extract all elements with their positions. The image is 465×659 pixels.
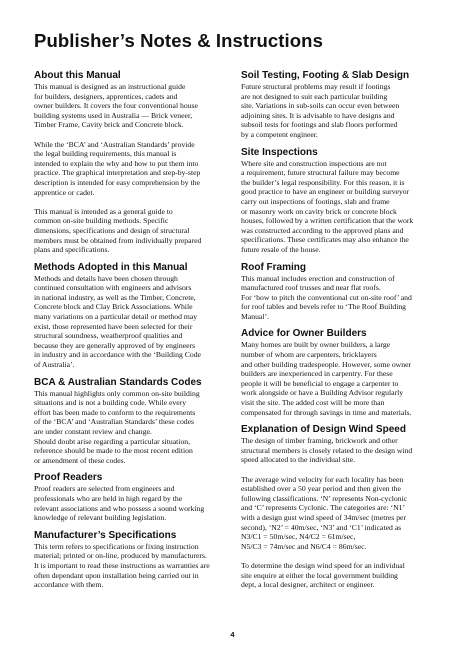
section-proof-readers: [34, 472, 230, 522]
text-line: apprentice or cadet.: [34, 187, 95, 197]
section-site-inspections: [241, 147, 437, 255]
text-line: intended to explain the why and how to put them into: [34, 158, 199, 168]
text-line: was constructed according to the approved plans and: [241, 225, 404, 235]
text-line: for roof tables and bevels refer to ‘The Roof Building: [241, 302, 407, 312]
text-line: N3/C1 = 50m/sec, N4/C2 = 61m/sec,: [241, 532, 356, 542]
text-line: continued consultation with engineers and advisors: [34, 283, 192, 293]
section-heading: Roof Framing: [241, 261, 306, 273]
text-line: adjoining sites. It is advisable to have designs and: [241, 110, 395, 120]
text-line: members must be obtained from individually prepared: [34, 235, 202, 245]
section-heading: Manufacturer’s Specifications: [34, 529, 177, 541]
text-line: structural members is closely related to the design wind: [241, 445, 413, 455]
text-line: effort has been made to conform to the requirements: [34, 407, 196, 417]
text-line: Future structural problems may result if footings: [241, 82, 391, 91]
text-line: building systems used in Australia — Brick veneer,: [34, 110, 193, 120]
text-line: work alongside or have a Building Advisor regularly: [241, 388, 404, 398]
text-line: dimensions, specifications and design of structural: [34, 225, 190, 235]
text-line: of Australia’.: [34, 360, 75, 370]
section-heading: BCA & Australian Standards Codes: [34, 376, 202, 388]
section-methods: [34, 262, 230, 370]
paragraph: [241, 159, 437, 255]
text-line: good practice to have an engineer or building surveyor: [241, 187, 410, 197]
right-column: [241, 70, 437, 590]
text-line: people it will be beneficial to engage a carpenter to: [241, 378, 399, 388]
section-bca: [34, 377, 230, 466]
text-line: Many homes are built by owner builders, a large: [241, 340, 391, 350]
text-line: second), ‘N2’ = 40m/sec, ‘N3’ and ‘C1’ indicated as: [241, 522, 402, 532]
text-line: For ‘how to pitch the conventional cut on-site roof’ and: [241, 292, 412, 302]
text-line: Concrete block and Clay Brick Associations. While: [34, 302, 193, 312]
text-line: structural soundness, weatherproof qualities and: [34, 331, 183, 341]
text-line: the legal building requirements, this manual is: [34, 149, 177, 159]
text-line: builders are inexperienced in carpentry. For these: [241, 369, 393, 379]
text-line: Timber Frame, Cavity brick and Concrete block.: [34, 120, 184, 130]
section-heading: Soil Testing, Footing & Slab Design: [241, 70, 410, 81]
text-line: established over a 50 year period and then given the: [241, 484, 401, 494]
text-line: site. Variations in sub-soils can occur even between: [241, 101, 400, 111]
text-line: with a design gust wind speed of 34m/sec (metres per: [241, 512, 407, 522]
text-line: manufactured roof trusses and near flat roofs.: [241, 283, 381, 293]
text-line: or amendment of these codes.: [34, 455, 126, 465]
text-line: of the ‘BCA’ and ‘Australian Standards’ these codes: [34, 417, 195, 427]
text-line: It is important to read these instructions as warranties are: [34, 560, 210, 570]
text-line: carry out inspections of footings, slab and frame: [241, 196, 390, 206]
text-line: This manual is designed as an instructional guide: [34, 82, 186, 91]
paragraph: [34, 207, 230, 255]
text-line: This manual highlights only common on-site building: [34, 388, 200, 398]
text-line: by a competent engineer.: [241, 129, 318, 139]
text-line: speed allocated to the individual site.: [241, 455, 355, 465]
paragraph: [241, 82, 437, 140]
text-line: in industry and in accordance with the ‘Building Code: [34, 350, 201, 360]
text-line: are under constant review and change.: [34, 427, 152, 436]
text-line: description is intended for easy comprehension by the: [34, 177, 200, 187]
text-line: many variations on a particular detail or method may: [34, 312, 198, 322]
text-line: and ‘C’ represents Cyclonic. The categories are: ‘N1’: [241, 503, 406, 513]
paragraph: [241, 274, 437, 322]
text-line: compensated for through savings in time and materials.: [241, 407, 412, 417]
text-line: accordance with them.: [34, 580, 104, 590]
text-line: Should doubt arise regarding a particular situation,: [34, 436, 191, 446]
section-roof-framing: [241, 262, 437, 322]
text-line: plans and specifications.: [34, 245, 110, 255]
text-line: and other building tradespeople. However, some owner: [241, 359, 412, 369]
text-line: Methods and details have been chosen through: [34, 273, 178, 283]
paragraph: [34, 484, 230, 522]
text-line: reference should be made to the most recent edition: [34, 446, 193, 456]
text-line: for builders, designers, apprentices, cadets and: [34, 91, 178, 101]
section-soil-testing: [241, 70, 437, 140]
paragraph: [241, 561, 437, 590]
text-line: This manual is intended as a general guide to: [34, 206, 173, 216]
section-heading: Advice for Owner Builders: [241, 328, 367, 340]
text-line: This term refers to specifications or fixing instruction: [34, 541, 199, 551]
text-line: To determine the design wind speed for an individual: [241, 560, 405, 570]
paragraph: [34, 542, 230, 590]
section-heading: Proof Readers: [34, 472, 103, 484]
text-line: specifications. These certificates may also enhance the: [241, 235, 409, 245]
section-heading: Methods Adopted in this Manual: [34, 261, 188, 273]
text-line: subsoil tests for footings and slab floors performed: [241, 120, 398, 130]
text-line: common on-site building methods. Specific: [34, 216, 169, 226]
text-line: are not designed to suit each particular building: [241, 91, 388, 101]
text-line: relevant associations and who possess a sound working: [34, 503, 205, 513]
text-line: the builder’s legal responsibility. For this reason, it is: [241, 177, 405, 187]
text-line: N5/C3 = 74m/sec and N6/C4 = 86m/sec.: [241, 541, 367, 551]
page-title: Publisher’s Notes & Instructions: [34, 30, 323, 51]
text-line: owner builders. It covers the four conventional house: [34, 101, 198, 111]
text-line: dept, a local designer, architect or engineer.: [241, 580, 375, 590]
page-number: 4: [230, 630, 235, 639]
section-manufacturer: [34, 530, 230, 590]
text-line: visit the site. The added cost will be more than: [241, 398, 385, 408]
text-line: While the ‘BCA’ and ‘Australian Standards’ provide: [34, 139, 195, 149]
text-line: because they are generally approved of by engineers: [34, 340, 196, 350]
text-line: number of whom are carpenters, bricklayers: [241, 350, 377, 360]
paragraph: [34, 274, 230, 370]
text-line: exist, those represented have been selected for their: [34, 321, 193, 331]
text-line: The average wind velocity for each locality has been: [241, 474, 404, 484]
section-heading: Site Inspections: [241, 146, 318, 158]
section-wind-speed: [241, 424, 437, 590]
text-line: often dependant upon installation being carried out in: [34, 570, 199, 580]
text-line: Manual’.: [241, 311, 269, 321]
text-line: This manual includes erection and construction of: [241, 273, 395, 283]
text-line: houses, followed by a written certification that the work: [241, 216, 414, 226]
text-line: or masonry work on cavity brick or concrete block: [241, 206, 397, 216]
paragraph: [34, 140, 230, 198]
text-line: site enquire at either the local government building: [241, 570, 398, 580]
text-line: situations and is not a building code. While every: [34, 398, 187, 408]
paragraph: [241, 475, 437, 552]
paragraph: [241, 436, 437, 465]
text-line: in national industry, as well as the Timber, Concrete,: [34, 292, 196, 302]
paragraph: [34, 389, 230, 466]
text-line: The design of timber framing, brickwork and other: [241, 436, 398, 446]
text-line: following classifications. ‘N’ represents Non-cyclonic: [241, 493, 408, 503]
text-line: professionals who are held in high regard by the: [34, 493, 183, 503]
text-line: Proof readers are selected from engineers and: [34, 484, 175, 494]
section-heading: Explanation of Design Wind Speed: [241, 424, 406, 436]
text-line: a requirement, future structural failure may become: [241, 168, 400, 178]
text-line: material; printed or on-line, produced by manufacturers.: [34, 551, 207, 561]
section-heading: About this Manual: [34, 70, 121, 81]
section-owner-builders: [241, 328, 437, 417]
paragraph: [241, 340, 437, 417]
paragraph: [34, 82, 230, 130]
section-about: [34, 70, 230, 255]
text-line: future resale of the house.: [241, 244, 321, 254]
left-column: [34, 70, 230, 590]
text-line: knowledge of relevant building legislation.: [34, 513, 167, 523]
text-line: Where site and construction inspections are not: [241, 158, 387, 168]
text-line: practice. The graphical interpretation and step-by-step: [34, 168, 201, 178]
